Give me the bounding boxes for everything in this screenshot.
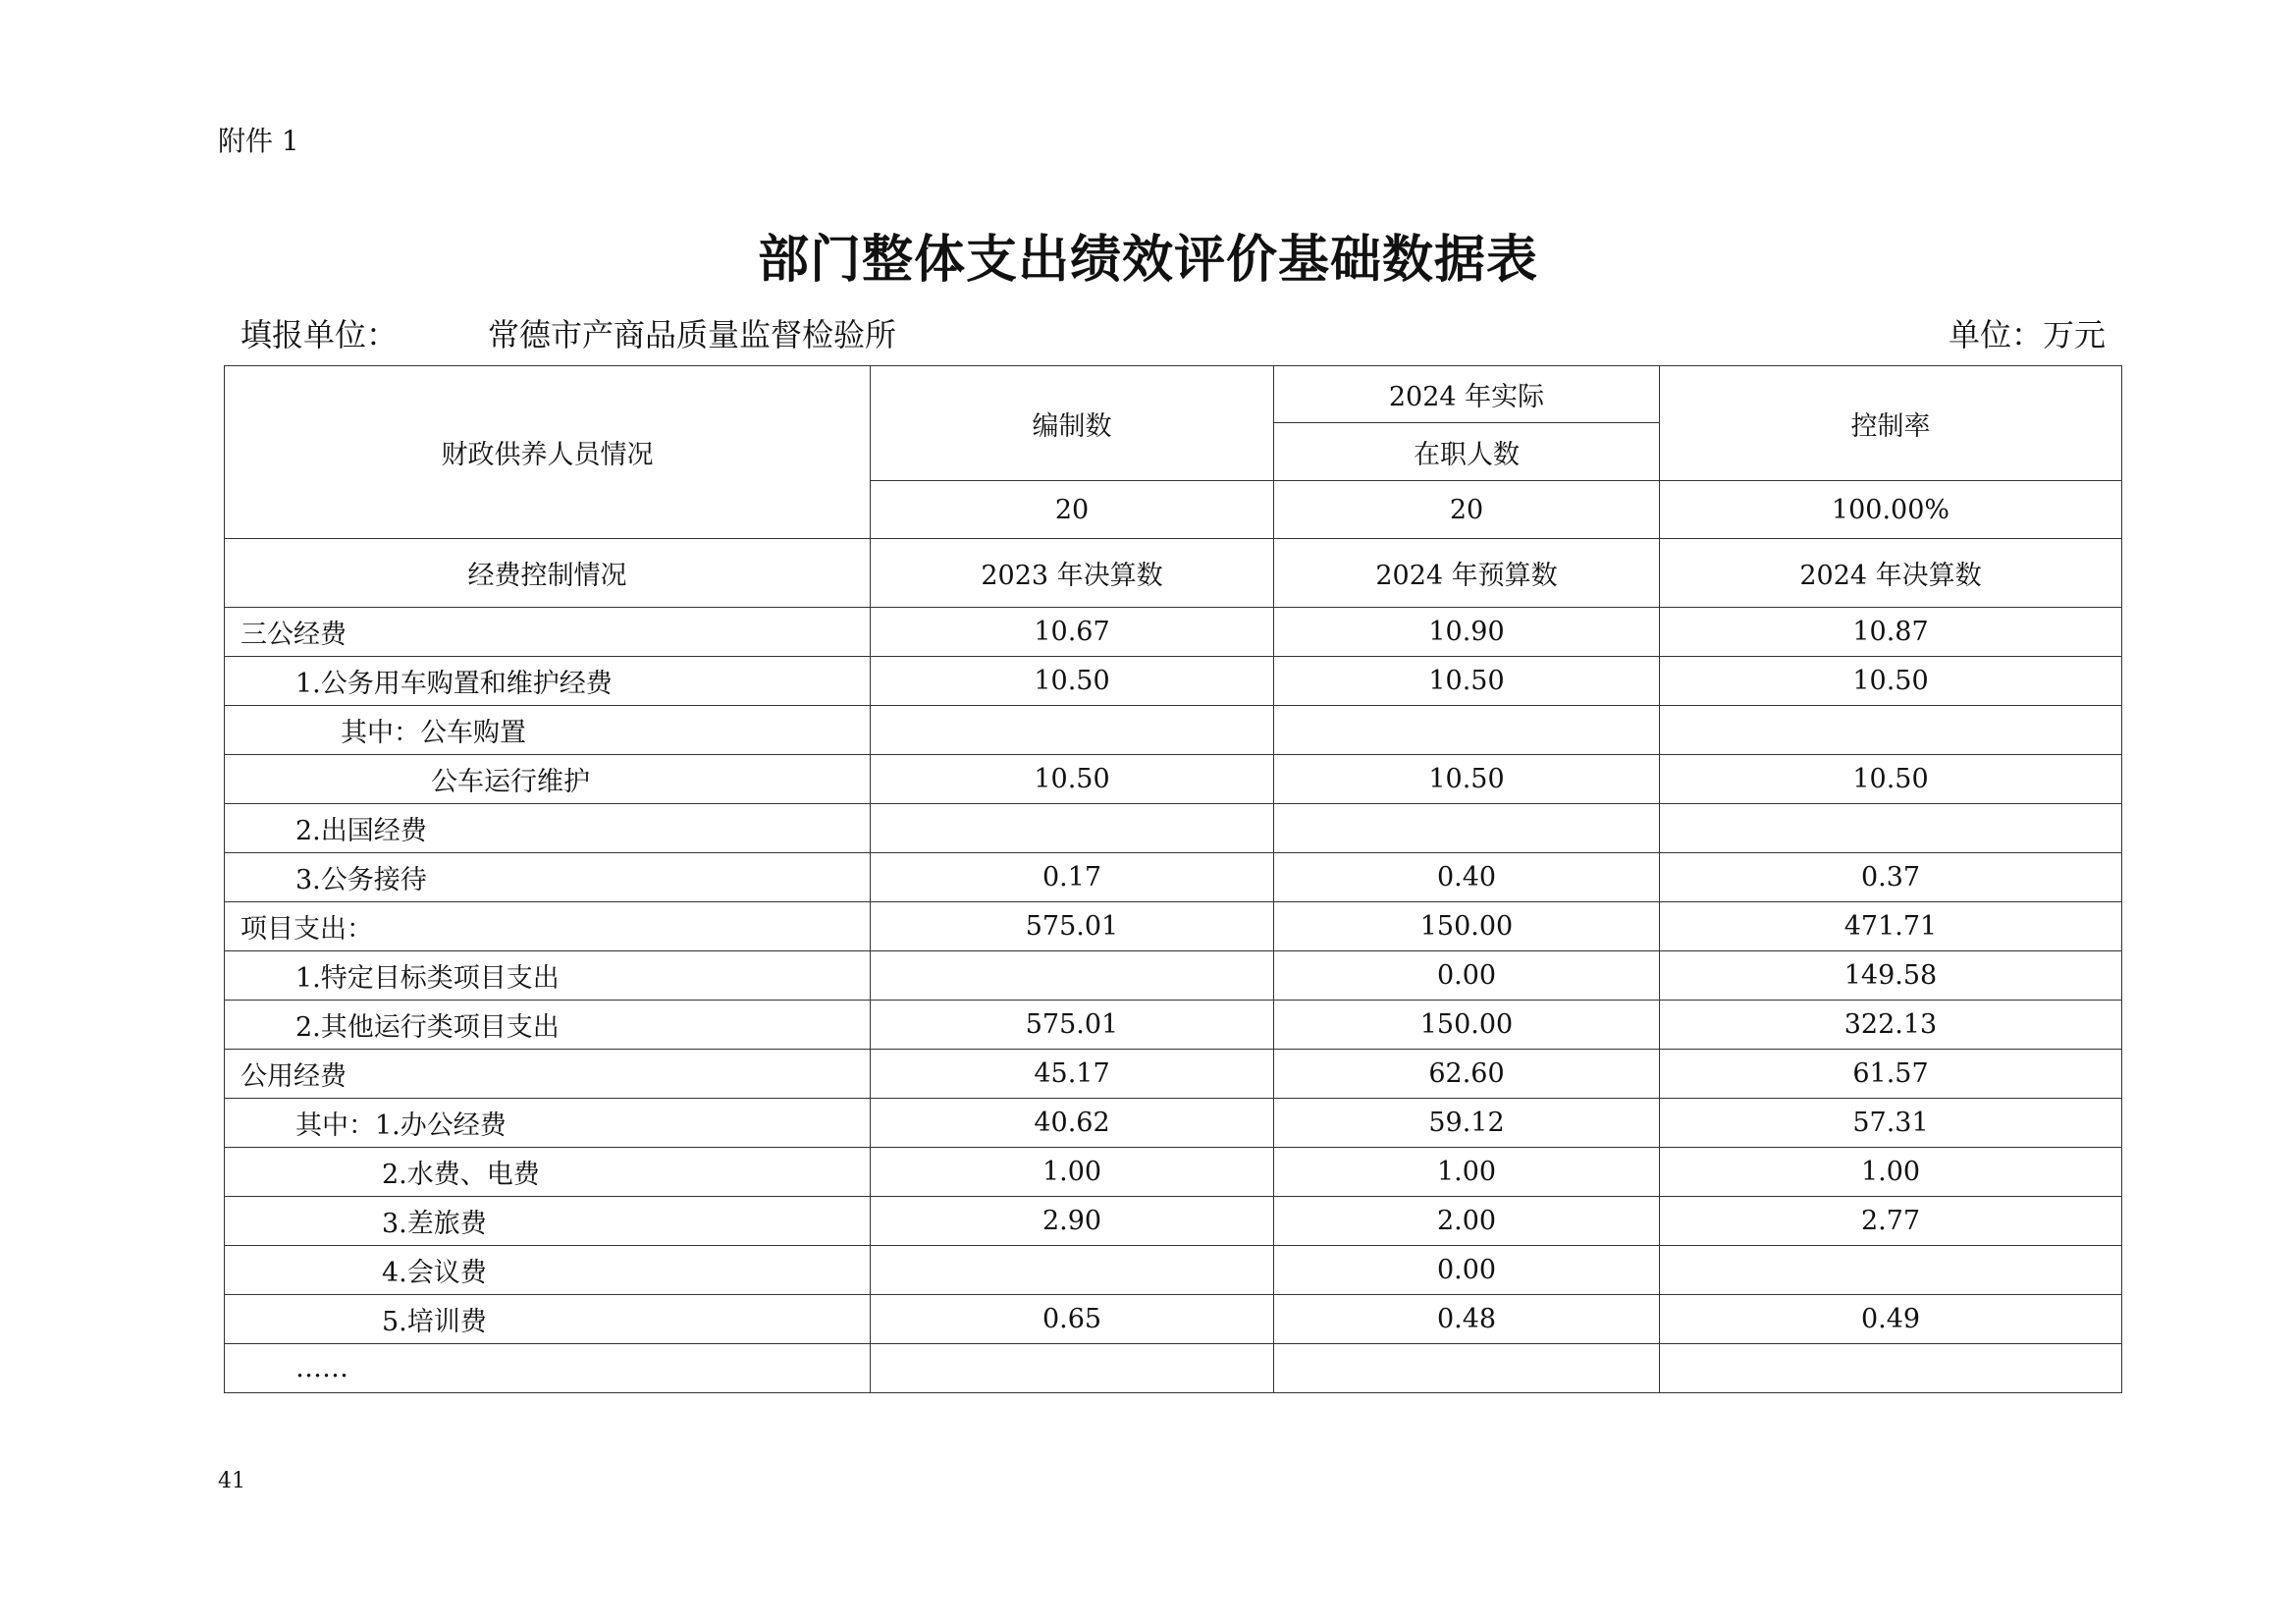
cell-budget-2024: 0.00 xyxy=(1274,951,1660,1001)
budget-2024-header: 2024 年预算数 xyxy=(1274,539,1660,608)
row-label: 2.水费、电费 xyxy=(225,1148,871,1197)
table-row xyxy=(225,657,2122,706)
cell-final-2023: 575.01 xyxy=(871,1001,1274,1050)
reporting-unit-label: 填报单位： xyxy=(240,316,399,353)
table-row xyxy=(225,706,2122,755)
cell-final-2024 xyxy=(1660,1246,2122,1295)
table-row xyxy=(225,853,2122,902)
cell-final-2024: 0.37 xyxy=(1660,853,2122,902)
actual-staff-value: 20 xyxy=(1274,481,1660,539)
control-rate-value: 100.00% xyxy=(1660,481,2122,539)
cell-final-2024: 0.49 xyxy=(1660,1295,2122,1344)
control-rate-column-header: 控制率 xyxy=(1660,366,2122,481)
cell-budget-2024 xyxy=(1274,1344,1660,1393)
cell-budget-2024 xyxy=(1274,706,1660,755)
cell-final-2023: 10.50 xyxy=(871,755,1274,804)
cell-final-2023 xyxy=(871,706,1274,755)
row-label: 2.其他运行类项目支出 xyxy=(225,1001,871,1050)
row-label: 公车运行维护 xyxy=(225,755,871,804)
table-row xyxy=(225,1001,2122,1050)
cell-final-2023: 10.50 xyxy=(871,657,1274,706)
cell-final-2023: 1.00 xyxy=(871,1148,1274,1197)
cell-budget-2024: 10.90 xyxy=(1274,608,1660,657)
table-row xyxy=(225,1246,2122,1295)
performance-data-table xyxy=(224,365,2122,1393)
row-label: 5.培训费 xyxy=(225,1295,871,1344)
cell-budget-2024: 2.00 xyxy=(1274,1197,1660,1246)
row-label: 三公经费 xyxy=(225,608,871,657)
row-label: 项目支出： xyxy=(225,902,871,951)
cell-final-2024: 61.57 xyxy=(1660,1050,2122,1099)
table-row xyxy=(225,1197,2122,1246)
cell-final-2024 xyxy=(1660,1344,2122,1393)
cell-final-2023 xyxy=(871,951,1274,1001)
reporting-unit-name: 常德市产商品质量监督检验所 xyxy=(488,316,897,353)
row-label: 1.公务用车购置和维护经费 xyxy=(225,657,871,706)
cell-final-2024: 322.13 xyxy=(1660,1001,2122,1050)
cell-final-2023: 45.17 xyxy=(871,1050,1274,1099)
staffing-header-row xyxy=(225,366,2122,423)
row-label: 3.公务接待 xyxy=(225,853,871,902)
cell-budget-2024: 0.48 xyxy=(1274,1295,1660,1344)
staffing-section-label: 财政供养人员情况 xyxy=(225,366,871,539)
quota-value: 20 xyxy=(871,481,1274,539)
row-label: 公用经费 xyxy=(225,1050,871,1099)
actual-staff-subheader: 在职人数 xyxy=(1274,423,1660,481)
cell-final-2023: 10.67 xyxy=(871,608,1274,657)
cell-final-2024: 10.50 xyxy=(1660,755,2122,804)
cell-final-2023: 0.65 xyxy=(871,1295,1274,1344)
attachment-label: 附件 1 xyxy=(218,125,299,157)
table-row xyxy=(225,1099,2122,1148)
cell-final-2023: 40.62 xyxy=(871,1099,1274,1148)
table-row xyxy=(225,804,2122,853)
cell-budget-2024: 150.00 xyxy=(1274,1001,1660,1050)
row-label: 4.会议费 xyxy=(225,1246,871,1295)
cell-final-2024 xyxy=(1660,804,2122,853)
table-row xyxy=(225,608,2122,657)
table-row xyxy=(225,1148,2122,1197)
cell-final-2023 xyxy=(871,1246,1274,1295)
cell-budget-2024: 62.60 xyxy=(1274,1050,1660,1099)
cell-final-2024: 149.58 xyxy=(1660,951,2122,1001)
expense-section-label: 经费控制情况 xyxy=(225,539,871,608)
cell-budget-2024: 59.12 xyxy=(1274,1099,1660,1148)
cell-final-2024: 2.77 xyxy=(1660,1197,2122,1246)
cell-budget-2024: 1.00 xyxy=(1274,1148,1660,1197)
table-row xyxy=(225,755,2122,804)
page-title: 部门整体支出绩效评价基础数据表 xyxy=(757,230,1538,290)
final-2023-header: 2023 年决算数 xyxy=(871,539,1274,608)
page-number: 41 xyxy=(218,1469,245,1493)
table-row xyxy=(225,1344,2122,1393)
cell-budget-2024: 0.00 xyxy=(1274,1246,1660,1295)
row-label: 3.差旅费 xyxy=(225,1197,871,1246)
cell-budget-2024: 150.00 xyxy=(1274,902,1660,951)
row-label: …… xyxy=(225,1344,871,1393)
cell-final-2023: 2.90 xyxy=(871,1197,1274,1246)
cell-final-2024: 10.50 xyxy=(1660,657,2122,706)
currency-unit-label: 单位：万元 xyxy=(1948,316,2106,353)
table-row xyxy=(225,951,2122,1001)
actual-column-header: 2024 年实际 xyxy=(1274,366,1660,423)
cell-budget-2024 xyxy=(1274,804,1660,853)
row-label: 1.特定目标类项目支出 xyxy=(225,951,871,1001)
cell-final-2024: 471.71 xyxy=(1660,902,2122,951)
expense-header-row xyxy=(225,539,2122,608)
final-2024-header: 2024 年决算数 xyxy=(1660,539,2122,608)
cell-final-2023: 575.01 xyxy=(871,902,1274,951)
reporting-info xyxy=(240,310,2106,353)
cell-final-2024: 10.87 xyxy=(1660,608,2122,657)
row-label: 其中：1.办公经费 xyxy=(225,1099,871,1148)
cell-final-2023 xyxy=(871,1344,1274,1393)
row-label: 其中：公车购置 xyxy=(225,706,871,755)
row-label: 2.出国经费 xyxy=(225,804,871,853)
quota-column-header: 编制数 xyxy=(871,366,1274,481)
cell-budget-2024: 0.40 xyxy=(1274,853,1660,902)
table-row xyxy=(225,1295,2122,1344)
cell-final-2023 xyxy=(871,804,1274,853)
cell-final-2023: 0.17 xyxy=(871,853,1274,902)
cell-budget-2024: 10.50 xyxy=(1274,657,1660,706)
cell-final-2024: 1.00 xyxy=(1660,1148,2122,1197)
cell-budget-2024: 10.50 xyxy=(1274,755,1660,804)
cell-final-2024: 57.31 xyxy=(1660,1099,2122,1148)
table-row xyxy=(225,902,2122,951)
table-row xyxy=(225,1050,2122,1099)
cell-final-2024 xyxy=(1660,706,2122,755)
